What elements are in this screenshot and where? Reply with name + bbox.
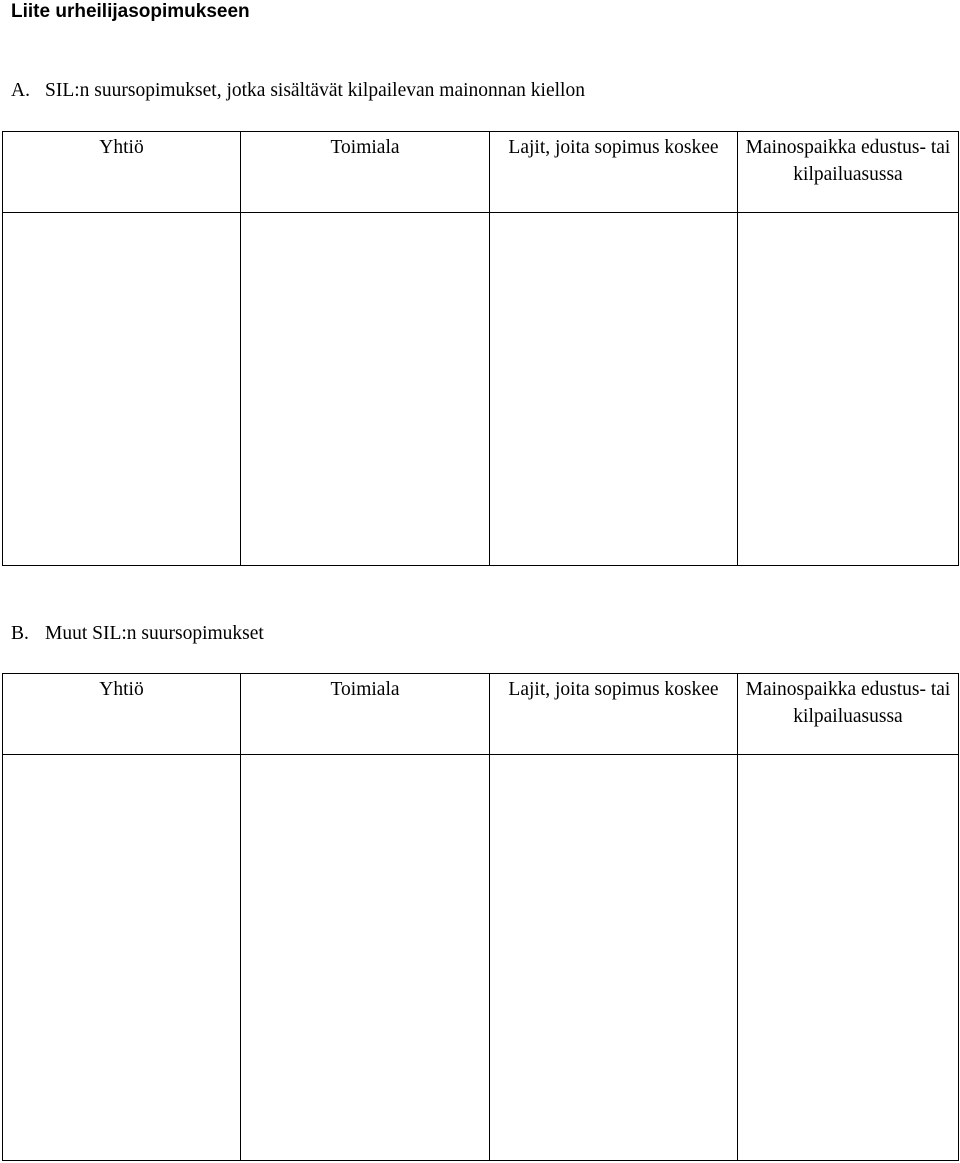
section-a-heading-text: SIL:n suursopimukset, jotka sisältävät kilpailevan mainonnan kiellon bbox=[45, 80, 585, 101]
column-header-industry: Toimiala bbox=[241, 132, 490, 213]
table-cell-company[interactable] bbox=[3, 213, 241, 566]
column-header-sports: Lajit, joita sopimus koskee bbox=[490, 132, 738, 213]
section-b-heading bbox=[11, 622, 264, 646]
column-header-industry: Toimiala bbox=[241, 674, 490, 755]
table-cell-ad-space[interactable] bbox=[738, 213, 959, 566]
column-header-ad-space: Mainospaikka edustus- tai kilpailuasussa bbox=[738, 132, 959, 213]
column-header-sports: Lajit, joita sopimus koskee bbox=[490, 674, 738, 755]
section-b-letter: B. bbox=[11, 623, 29, 644]
table-header-row bbox=[3, 132, 959, 213]
table-cell-sports[interactable] bbox=[490, 213, 738, 566]
section-a-table bbox=[2, 131, 959, 566]
column-header-ad-space: Mainospaikka edustus- tai kilpailuasussa bbox=[738, 674, 959, 755]
table-cell-ad-space[interactable] bbox=[738, 755, 959, 1161]
column-header-company: Yhtiö bbox=[3, 132, 241, 213]
section-b-table bbox=[2, 673, 959, 1161]
section-a-heading bbox=[11, 79, 585, 103]
column-header-company: Yhtiö bbox=[3, 674, 241, 755]
table-row bbox=[3, 213, 959, 566]
table-cell-industry[interactable] bbox=[241, 213, 490, 566]
table-row bbox=[3, 755, 959, 1161]
table-cell-company[interactable] bbox=[3, 755, 241, 1161]
section-a-letter: A. bbox=[11, 80, 30, 101]
table-cell-sports[interactable] bbox=[490, 755, 738, 1161]
table-cell-industry[interactable] bbox=[241, 755, 490, 1161]
document-title: Liite urheilijasopimukseen bbox=[11, 1, 250, 22]
table-header-row bbox=[3, 674, 959, 755]
section-b-heading-text: Muut SIL:n suursopimukset bbox=[45, 623, 264, 644]
